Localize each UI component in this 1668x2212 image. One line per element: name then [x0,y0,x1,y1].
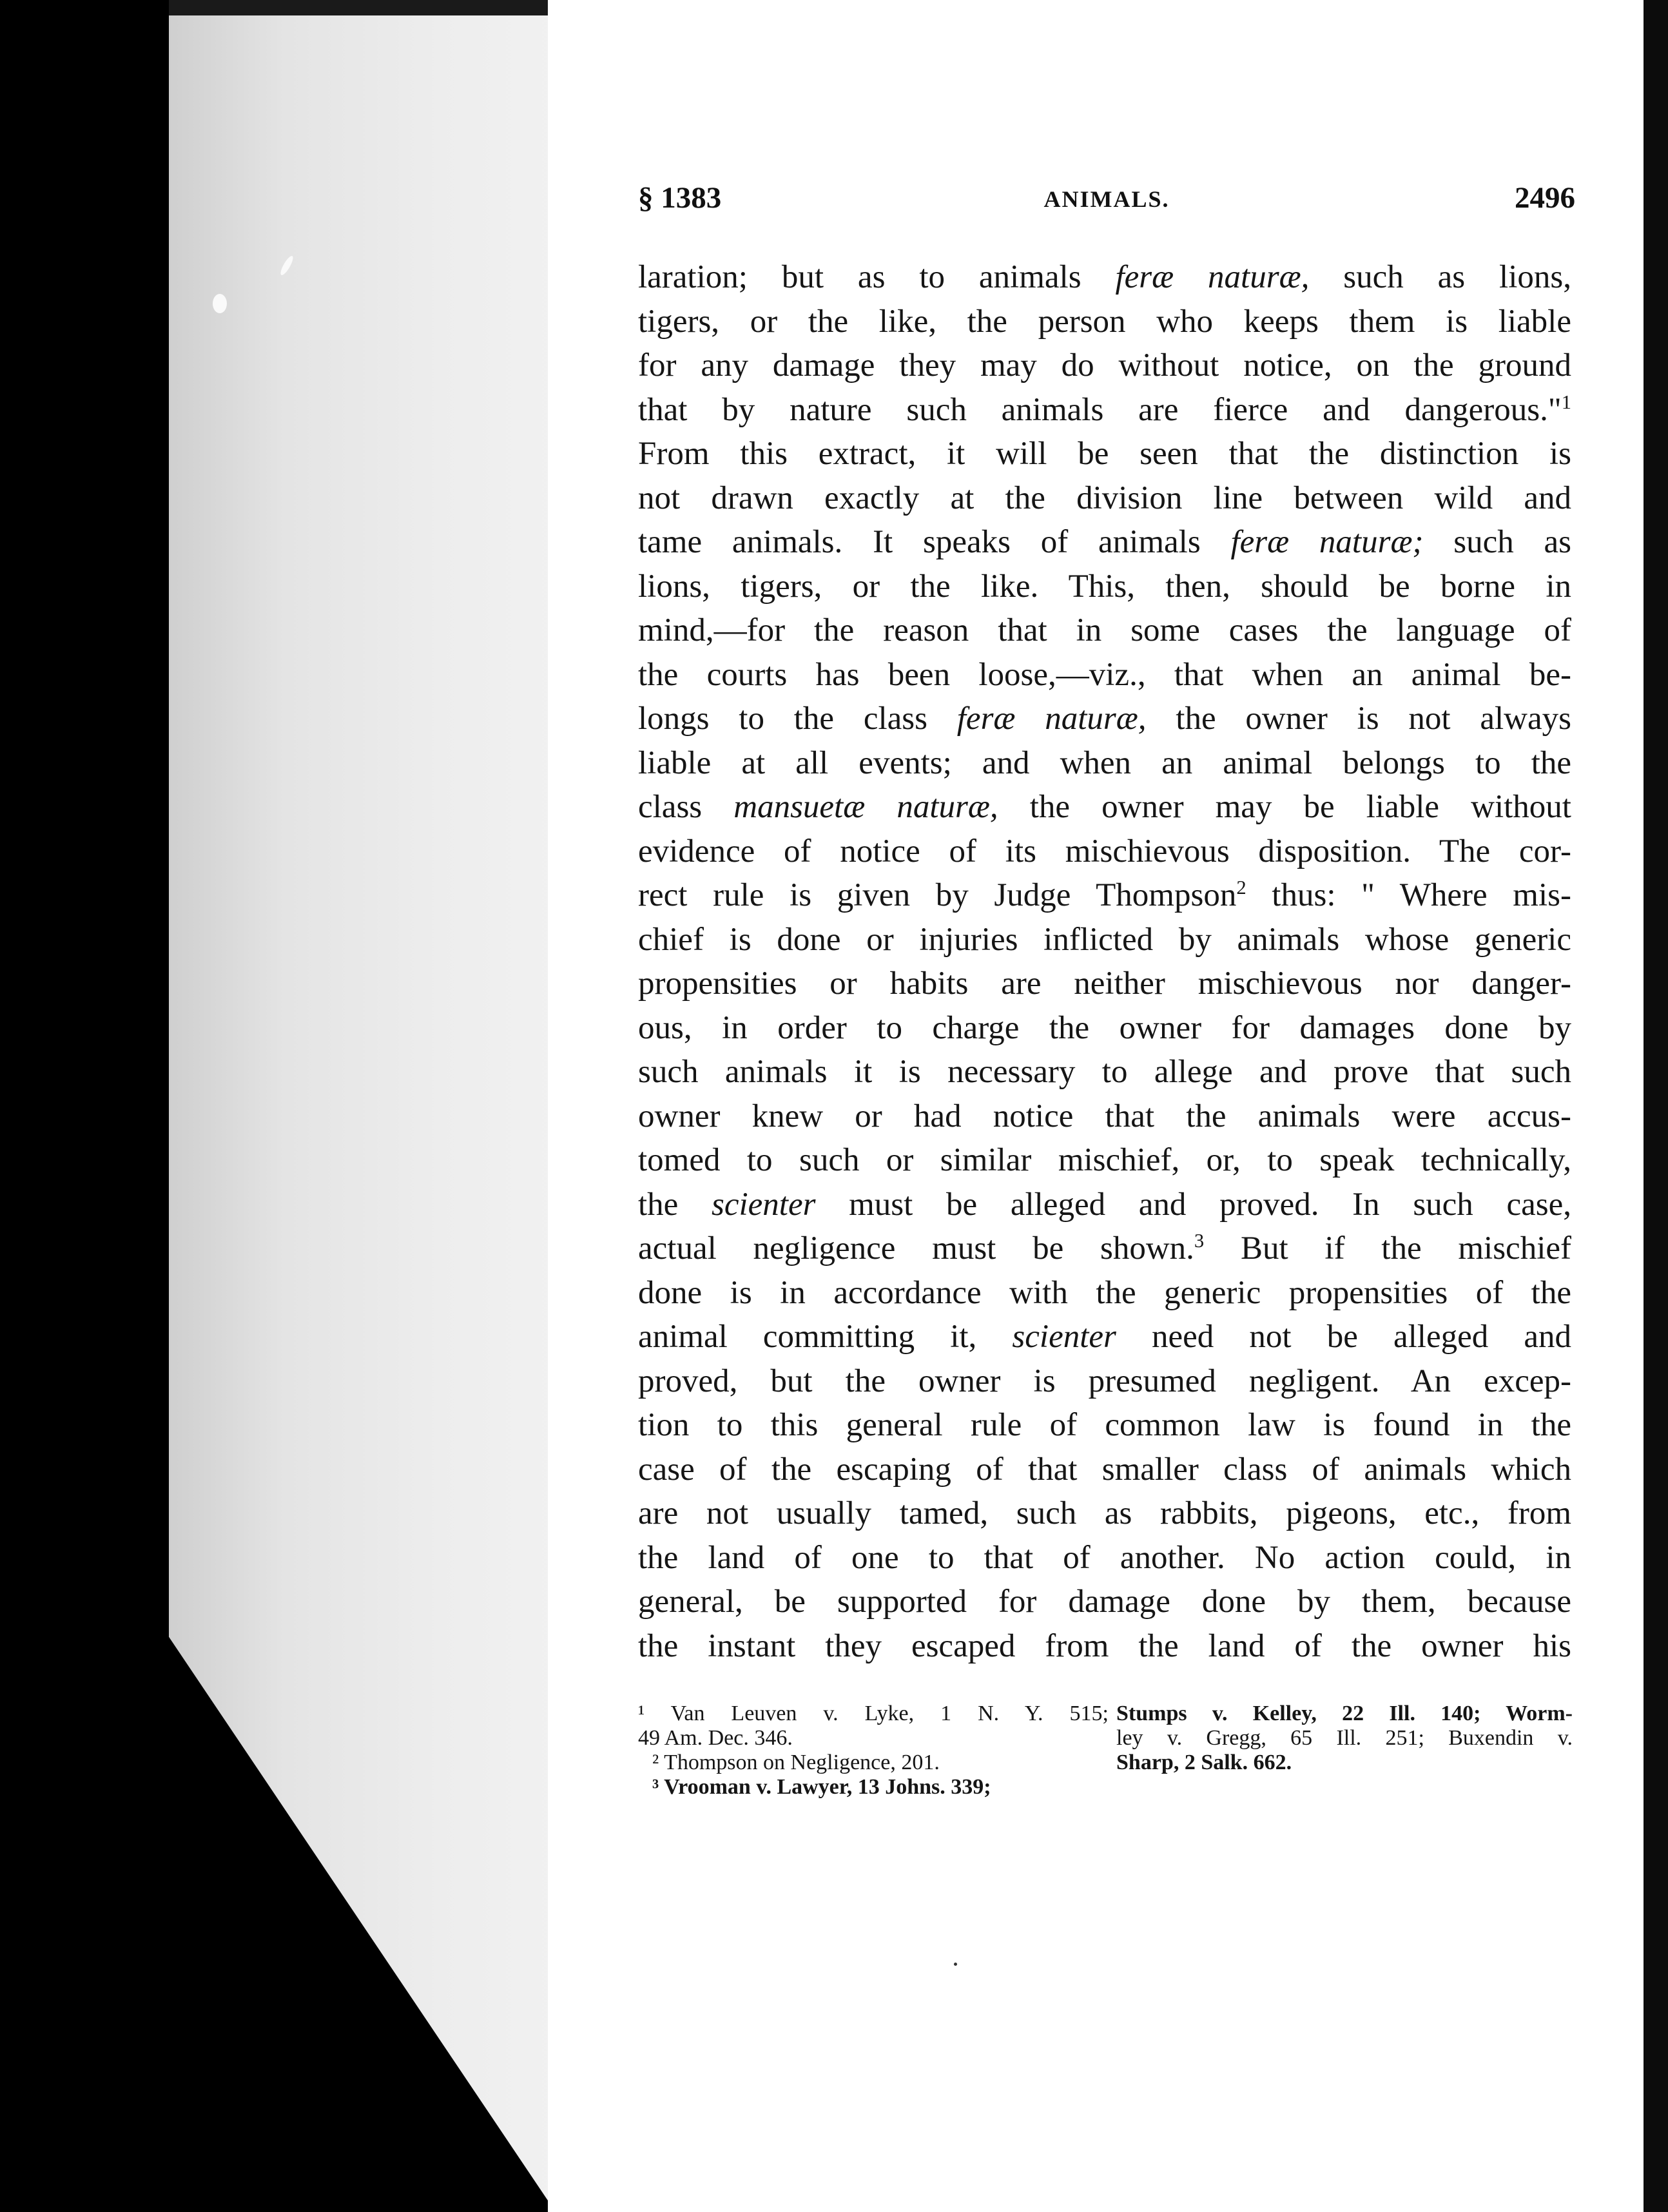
text-line: tomed to such or similar mischief, or, to speak technically, [638,1142,1571,1178]
text-line: chief is done or injuries inflicted by animals whose generic [638,921,1571,958]
text-line: done is in accordance with the generic propensities of the [638,1274,1571,1311]
text-line: class mansuetæ naturæ, the owner may be liable without [638,789,1571,825]
footnote-line: Sharp, 2 Salk. 662. [1116,1751,1292,1774]
text-line: that by nature such animals are fierce and dangerous."$^1$ [638,391,1571,428]
italic-term: scienter [1012,1319,1116,1355]
text-line: longs to the class feræ naturæ, the owner is not always [638,701,1571,737]
text-line: the courts has been loose,—viz., that when an animal be- [638,656,1571,693]
text-line: case of the escaping of that smaller class of animals which [638,1451,1571,1488]
page-number: 2496 [1515,181,1575,215]
text-line: laration; but as to animals feræ naturæ, such as lions, [638,259,1571,295]
text-line: tame animals. It speaks of animals feræ naturæ; such as [638,524,1571,560]
italic-term: feræ naturæ, [1115,259,1310,295]
footnote-marker: 1 [1561,391,1571,413]
footnote-line: 49 Am. Dec. 346. [638,1726,793,1750]
italic-term: feræ naturæ, [956,701,1147,737]
footnote-line: ² Thompson on Negligence, 201. [652,1751,940,1774]
text-line: the land of one to that of another. No action could, in [638,1539,1571,1576]
edge-speck [213,294,227,313]
footnotes-right-column [1116,1702,1573,1775]
text-line: rect rule is given by Judge Thompson$^2$ thus: " Where mis- [638,877,1571,913]
text-line: tigers, or the like, the person who keeps them is liable [638,303,1571,340]
text-line: owner knew or had notice that the animals were accus- [638,1098,1571,1134]
book-fore-edge [0,0,554,2212]
text-line: From this extract, it will be seen that the distinction is [638,436,1571,472]
text-line: proved, but the owner is presumed negligent. An excep- [638,1363,1571,1399]
text-line: liable at all events; and when an animal belongs to the [638,744,1571,781]
section-number: § 1383 [638,181,722,215]
scan-right-border [1644,0,1668,2212]
ink-speck [954,1963,957,1966]
running-head: ANIMALS. [1043,186,1170,212]
text-line: are not usually tamed, such as rabbits, pigeons, etc., from [638,1495,1571,1531]
text-line: mind,—for the reason that in some cases the language of [638,612,1571,648]
text-line: ous, in order to charge the owner for damages done by [638,1009,1571,1046]
text-line: the instant they escaped from the land of the owner his [638,1627,1571,1664]
body-text [638,255,1571,1668]
footnote-marker: 2 [1236,877,1246,898]
text-line: actual negligence must be shown.$^3$ But if the mischief [638,1230,1571,1266]
page-header [638,173,1575,231]
footnote-marker: 3 [1194,1230,1205,1252]
text-line: such animals it is necessary to allege and prove that such [638,1054,1571,1090]
footnote-line: ³ Vrooman v. Lawyer, 13 Johns. 339; [652,1775,991,1799]
page-edge-shading [169,0,556,2212]
text-line: the scienter must be alleged and proved. In such case, [638,1186,1571,1223]
text-line: for any damage they may do without notice, on the ground [638,347,1571,383]
text-line: lions, tigers, or the like. This, then, should be borne in [638,568,1571,605]
text-line: general, be supported for damage done by them, because [638,1584,1571,1620]
italic-term: scienter [712,1186,816,1223]
text-line: animal committing it, scienter need not be alleged and [638,1319,1571,1355]
italic-term: mansuetæ naturæ, [733,789,998,825]
text-line: propensities or habits are neither mischievous nor danger- [638,965,1571,1002]
text-line: not drawn exactly at the division line between wild and [638,480,1571,516]
text-line: evidence of notice of its mischievous disposition. The cor- [638,833,1571,869]
footnote-line: ley v. Gregg, 65 Ill. 251; Buxendin v. [1116,1726,1573,1750]
footnote-line: Stumps v. Kelley, 22 Ill. 140; Worm- [1116,1702,1573,1725]
italic-term: feræ naturæ; [1230,524,1424,560]
footnotes-left-column [638,1702,1109,1800]
footnote-line: ¹ Van Leuven v. Lyke, 1 N. Y. 515; [638,1702,1109,1725]
text-line: tion to this general rule of common law is found in the [638,1407,1571,1443]
